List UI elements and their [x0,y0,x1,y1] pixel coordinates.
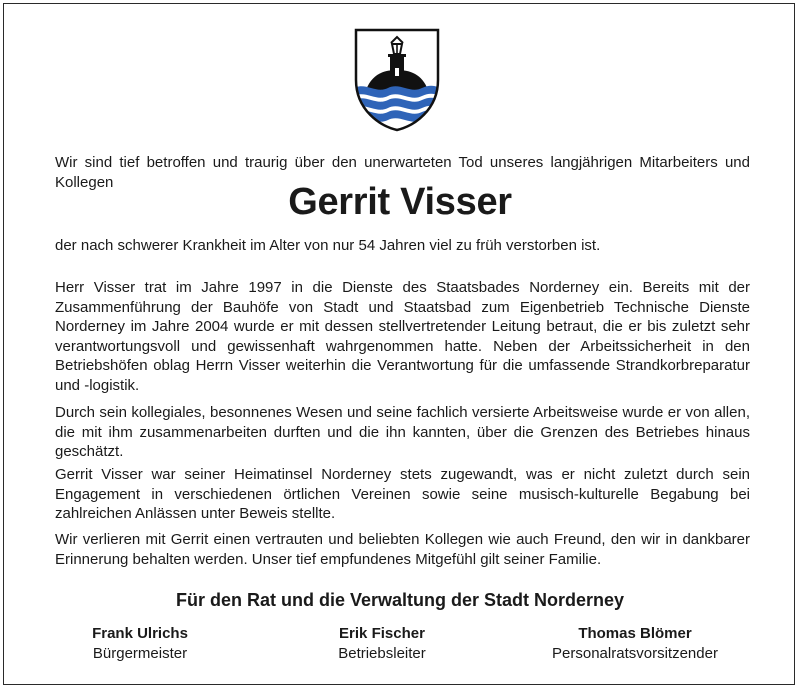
signatory-role: Bürgermeister [92,645,188,662]
deceased-name: Gerrit Visser [288,181,512,223]
closing-line: Für den Rat und die Verwaltung der Stadt Norderney [175,590,625,610]
coat-of-arms-icon [354,28,440,132]
paragraph-farewell: Wir verlieren mit Gerrit einen vertrauten und beliebten Kollegen wie auch Freund, den wir in dankbarer Erinnerung behalten werden. Unser tief empfundenes Mitgefühl gilt seiner Familie. [55,531,750,568]
signatory-name: Frank Ulrichs [92,625,188,642]
signatory-3 [530,624,740,664]
signatory-name: Erik Fischer [339,625,425,642]
signatory-role: Betriebsleiter [338,645,426,662]
paragraph-character: Durch sein kollegiales, besonnenes Wesen und seine fachlich versierte Arbeitsweise wurde er von allen, die mit ihm zusammenarbeiten durften und die ihn kannten, über die Grenzen des Betriebes hinaus geschätzt. [55,404,750,461]
signatory-role: Personalratsvorsitzender [552,645,718,662]
signatory-1 [60,624,220,664]
paragraph-career: Herr Visser trat im Jahre 1997 in die Dienste des Staatsbades Norderney ein. Bereits mit der Zusammenführung der Bauhöfe von Stadt und Staatsbad zum Eigenbetrieb Technische Dienste Norderney im Jahre 2004 wurde er mit dessen stellvertretender Leitung betraut, die er bis zuletzt sehr verantwortungsvoll und gewissenhaft wahrgenommen hatte. Neben der Arbeitssicherheit in den Betriebshöfen oblag Herrn Visser weiterhin die Verantwortung für die umfassende Strandkorbreparatur und -logistik. [55,279,750,394]
intro-text: Wir sind tief betroffen und traurig über den unerwarteten Tod unseres langjährigen Mitarbeiters und Kollegen [55,154,750,191]
signatory-2 [302,624,462,664]
subline-text: der nach schwerer Krankheit im Alter von nur 54 Jahren viel zu früh verstorben ist. [55,237,601,254]
paragraph-engagement: Gerrit Visser war seiner Heimatinsel Norderney stets zugewandt, was er nicht zuletzt durch sein Engagement in verschiedenen örtlichen Vereinen sowie seine musisch-kulturelle Begabung bei zahlreichen Anlässen unter Beweis stellte. [55,466,750,523]
signatory-name: Thomas Blömer [578,625,692,642]
